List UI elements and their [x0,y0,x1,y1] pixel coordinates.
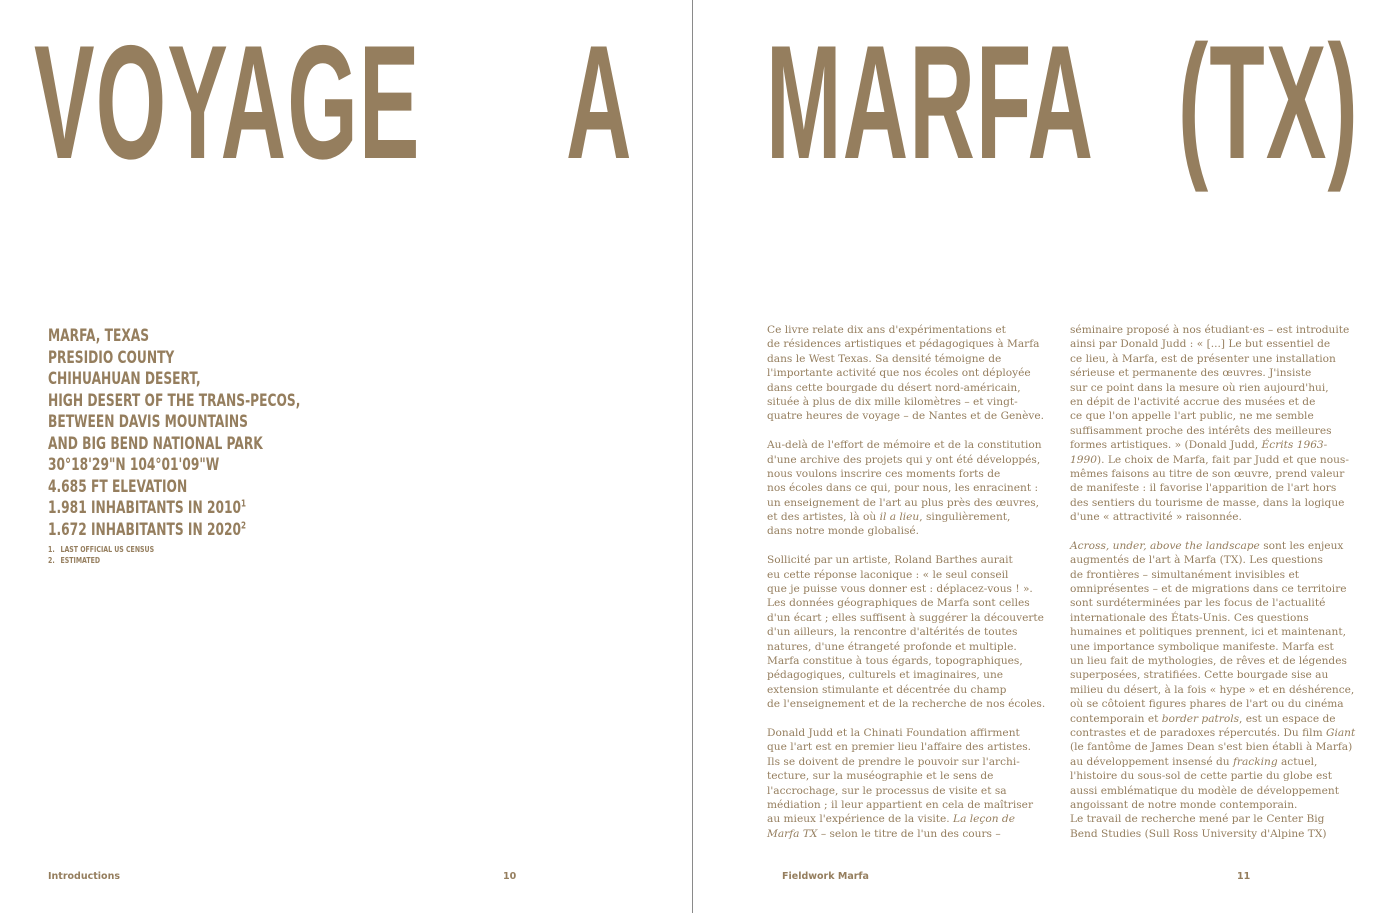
text-line: l'importante activité que nos écoles ont déployée [767,367,1031,380]
text-line: milieu du désert, à la fois « hype » et en déshérence, [1070,683,1355,696]
text-line: et des artistes, là où il a lieu, singulièrement, [767,511,1011,524]
text-line: formes artistiques. » (Donald Judd, Écrits 1963- [1070,439,1328,452]
text-line: séminaire proposé à nos étudiant·es – est introduite [1070,324,1350,336]
paragraph-gap [767,712,1049,726]
text-line: d'un ailleurs, la rencontre d'altérités de toutes [767,626,1018,639]
text-line: nous voulons inscrire ces moments forts de [767,467,1001,480]
text-line: contemporain et border patrols, est un espace de [1070,712,1336,725]
paragraph-gap [1070,524,1352,538]
text-line: sérieuse et permanente des œuvres. J'insiste [1070,367,1312,380]
footer-section-right: Fieldwork Marfa [782,871,869,882]
text-line: située à plus de dix mille kilomètres – et vingt- [767,395,1018,408]
fact-line: CHIHUAHUAN DESERT, [48,369,201,389]
text-line: de manifeste : il favorise l'apparition de l'art hors [1070,482,1337,495]
text-line: Au-delà de l'effort de mémoire et de la constitution [767,439,1042,452]
headline-word-marfa: MARFA [766,12,1095,193]
footnote-number: 1. [48,545,55,554]
footnote-ref: 1 [241,498,247,510]
text-line: quatre heures de voyage – de Nantes et de Genève. [767,410,1045,423]
headline-word-voyage: VOYAGE [34,12,421,193]
footnote [48,555,154,566]
text-line: Marfa constitue à tous égards, topographiques, [767,654,1023,667]
body-column-left [767,323,1049,841]
fact-elevation: 4.685 FT ELEVATION [48,476,188,497]
text-line: Sollicité par un artiste, Roland Barthes aurait [767,554,1013,567]
text-line: ce que l'on appelle l'art public, ne me semble [1070,410,1314,423]
text-line: d'une « attractivité » raisonnée. [1070,511,1242,524]
page-number-left: 10 [503,871,517,882]
text-line: d'un écart ; elles suffisent à suggérer la découverte [767,611,1044,624]
body-column-right [1070,323,1356,841]
text-line: l'accrochage, sur le processus de visite et sa [767,784,1007,797]
text-line: au mieux l'expérience de la visite. La leçon de [767,813,1015,826]
fact-line: BETWEEN DAVIS MOUNTAINS [48,412,248,432]
text-line: 1990). Le choix de Marfa, fait par Judd et que nous- [1070,453,1349,466]
text-line: sur ce point dans la mesure où rien aujourd'hui, [1070,381,1329,394]
text-line: (le fantôme de James Dean s'est bien établi à Marfa) [1070,741,1353,754]
text-line: humaines et politiques prennent, ici et maintenant, [1070,626,1346,639]
fact-line: HIGH DESERT OF THE TRANS-PECOS, [48,390,301,411]
text-line: Bend Studies (Sull Ross University d'Alpine TX) [1070,827,1327,840]
text-line: de l'enseignement et de la recherche de nos écoles. [767,698,1046,711]
paragraph-gap [767,539,1049,553]
headline-word-tx: (TX) [1178,12,1359,193]
text-line: nos écoles dans ce qui, pour nous, les enracinent : [767,482,1039,495]
text-line: contrastes et de paradoxes répercutés. Du film Giant [1070,726,1356,739]
text-line: que je puisse vous donner est : déplacez-vous ! ». [767,583,1033,596]
text-line: que l'art est en premier lieu l'affaire des artistes. [767,741,1032,754]
text-line: aussi emblématique du modèle de développement [1070,784,1339,797]
footnote [48,544,154,555]
page-number-right: 11 [1237,871,1251,882]
footnote-ref: 2 [241,519,247,531]
text-line: Ils se doivent de prendre le pouvoir sur l'archi- [767,755,1020,768]
footnote-text: LAST OFFICIAL US CENSUS [60,545,155,554]
text-line: augmentés de l'art à Marfa (TX). Les questions [1070,554,1323,567]
footnote-text: ESTIMATED [60,556,101,565]
text-line: natures, d'une étrangeté profonde et multiple. [767,640,1017,653]
headline-word-a: A [566,12,633,193]
text-line: Marfa TX – selon le titre de l'un des cours – [767,827,1001,840]
marfa-facts [48,326,348,541]
text-line: un enseignement de l'art au plus près des œuvres, [767,496,1040,509]
text-line: l'histoire du sous-sol de cette partie du globe est [1070,770,1332,783]
fact-coordinates: 30°18'29"N 104°01'09"W [48,455,220,475]
text-line: suffisamment proche des intérêts des meilleures [1070,424,1332,437]
fact-line: PRESIDIO COUNTY [48,347,175,368]
text-line: mêmes faisons au titre de son œuvre, prend valeur [1070,467,1345,480]
fact-line: AND BIG BEND NATIONAL PARK [48,433,263,454]
text-line: tecture, sur la muséographie et le sens de [767,770,994,783]
paragraph-gap [767,424,1049,438]
text-line: un lieu fait de mythologies, de rêves et de légendes [1070,654,1347,667]
text-line: Ce livre relate dix ans d'expérimentations et [767,324,1006,336]
text-line: eu cette réponse laconique : « le seul conseil [767,568,1009,581]
text-line: en dépit de l'activité accrue des musées et de [1070,395,1316,408]
text-line: de résidences artistiques et pédagogiques à Marfa [767,338,1040,351]
text-line: où se côtoient figures phares de l'art ou du cinéma [1070,698,1344,711]
footnote-number: 2. [48,556,55,565]
text-line: dans le West Texas. Sa densité témoigne de [767,352,1002,365]
inhabitants-text: 1.672 INHABITANTS IN 2020 [48,519,242,540]
text-line: des sentiers du tourisme de masse, dans la logique [1070,496,1345,509]
text-line: ce lieu, à Marfa, est de présenter une installation [1070,352,1336,365]
text-line: Le travail de recherche mené par le Center Big [1070,813,1325,826]
inhabitants-text: 1.981 INHABITANTS IN 2010 [48,498,242,518]
text-line: d'une archive des projets qui y ont été développés, [767,453,1041,466]
text-line: ainsi par Donald Judd : « [...] Le but essentiel de [1070,338,1331,351]
text-line: au développement insensé du fracking actuel, [1070,755,1318,768]
text-line: omniprésentes – et de migrations dans ce territoire [1070,583,1347,596]
text-line: Across, under, above the landscape sont les enjeux [1070,539,1344,552]
text-line: sont surdéterminées par les focus de l'actualité [1070,597,1326,610]
fact-inhabitants-2010 [48,498,264,520]
text-line: internationale des États-Unis. Ces questions [1070,611,1309,624]
fact-inhabitants-2020 [48,520,264,542]
text-line: angoissant de notre monde contemporain. [1070,798,1298,811]
text-line: pédagogiques, culturels et imaginaires, une [767,669,1004,682]
page-gutter [692,0,693,913]
text-line: superposées, stratifiées. Cette bourgade sise au [1070,669,1329,682]
footer-section-left: Introductions [48,871,120,882]
text-line: dans cette bourgade du désert nord-américain, [767,381,1021,394]
text-line: extension stimulante et décentrée du champ [767,683,1007,696]
text-line: médiation ; il leur appartient en cela de maîtriser [767,798,1034,811]
fact-line: MARFA, TEXAS [48,326,150,346]
text-line: dans notre monde globalisé. [767,525,920,538]
text-line: Donald Judd et la Chinati Foundation affirment [767,726,1020,739]
text-line: de frontières – simultanément invisibles et [1070,568,1300,581]
text-line: une importance symbolique manifeste. Marfa est [1070,640,1334,653]
text-line: Les données géographiques de Marfa sont celles [767,597,1030,610]
footnotes [48,544,184,566]
